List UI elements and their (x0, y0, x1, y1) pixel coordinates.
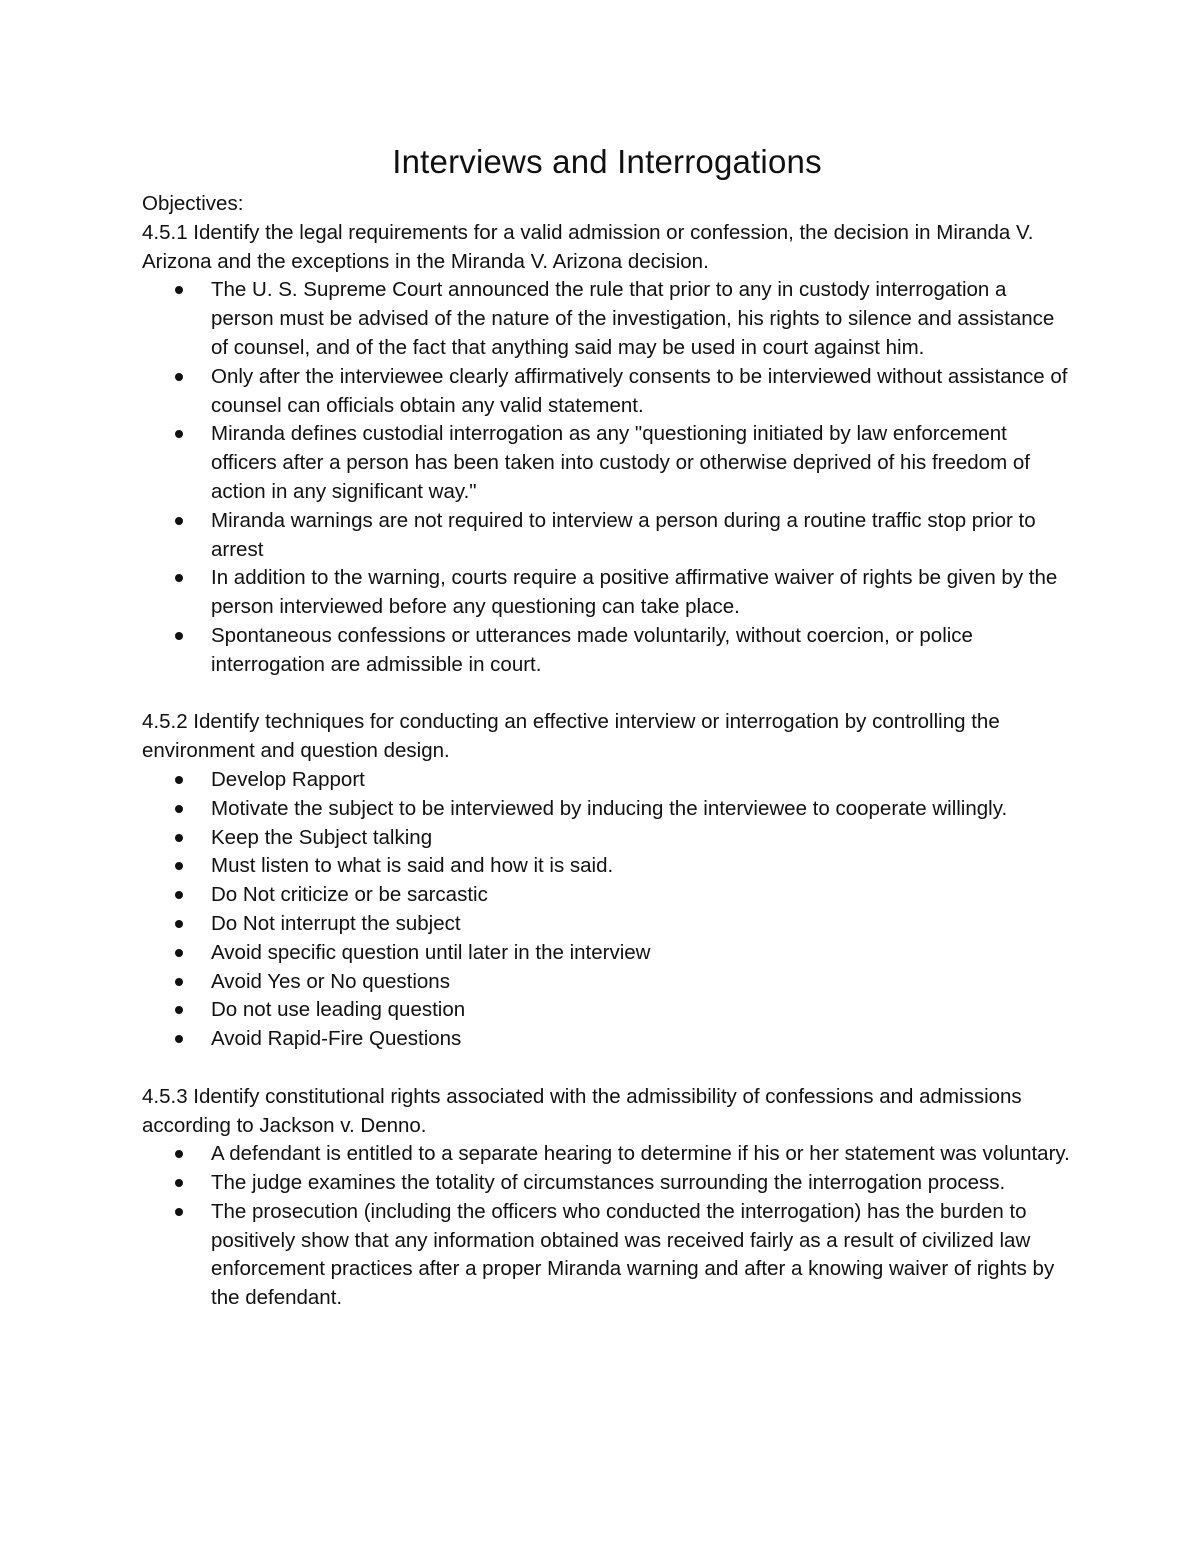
bullet-icon (175, 776, 183, 784)
bullet-icon (175, 891, 183, 899)
list-item (142, 1025, 1072, 1054)
list-item (142, 766, 1072, 795)
list-item-text: Avoid specific question until later in the interview (211, 940, 651, 964)
bullet-icon (175, 920, 183, 928)
list-item-text: Do not use leading question (211, 998, 466, 1022)
list-item-text: The prosecution (including the officers who conducted the interrogation) has the burden to positively show that any information obtained was received fairly as a result of civilized law enforcement practices after a proper Miranda warning and after a knowing waiver of rights by the defendant. (211, 1199, 1055, 1310)
list-item-text: Motivate the subject to be interviewed by inducing the interviewee to cooperate willingly. (211, 796, 1008, 820)
bullet-icon (175, 834, 183, 842)
bullet-icon (175, 517, 183, 525)
list-item-text: Avoid Yes or No questions (211, 969, 450, 993)
list-item-text: Do Not interrupt the subject (211, 911, 461, 935)
bullet-icon (175, 978, 183, 986)
bullet-icon (175, 286, 183, 294)
list-item-text: Do Not criticize or be sarcastic (211, 883, 488, 907)
list-item (142, 910, 1072, 939)
list-item (142, 276, 1072, 362)
list-item (142, 795, 1072, 824)
list-item (142, 1198, 1072, 1313)
section-4-5-1 (142, 219, 1072, 680)
list-item-text: A defendant is entitled to a separate hearing to determine if his or her statement was voluntary. (211, 1142, 1070, 1166)
bullet-icon (175, 805, 183, 813)
list-item (142, 564, 1072, 622)
list-item (142, 507, 1072, 565)
list-item-text: Develop Rapport (211, 767, 365, 791)
list-item-text: Must listen to what is said and how it is said. (211, 854, 614, 878)
list-item-text: Miranda defines custodial interrogation as any "questioning initiated by law enforcement officers after a person has been taken into custody or otherwise deprived of his freedom of action in any significant way." (211, 422, 1030, 503)
bullet-icon (175, 373, 183, 381)
bullet-icon (175, 862, 183, 870)
list-item (142, 622, 1072, 680)
list-item (142, 824, 1072, 853)
list-item (142, 852, 1072, 881)
document-title: Interviews and Interrogations (392, 143, 822, 180)
bullet-icon (175, 632, 183, 640)
objectives-label: Objectives: (142, 192, 244, 215)
list-item (142, 968, 1072, 997)
section-heading: 4.5.2 Identify techniques for conducting an effective interview or interrogation by controlling the environment and question design. (142, 710, 1000, 763)
bullet-icon (175, 1150, 183, 1158)
bullet-icon (175, 1035, 183, 1043)
list-item (142, 939, 1072, 968)
list-item (142, 420, 1072, 506)
list-item-text: The U. S. Supreme Court announced the rule that prior to any in custody interrogation a person must be advised of the nature of the investigation, his rights to silence and assistance of counsel, and of the fact that anything said may be used in court against him. (211, 278, 1055, 359)
section-heading: 4.5.1 Identify the legal requirements for a valid admission or confession, the decision in Miranda V. Arizona and the exceptions in the Miranda V. Arizona decision. (142, 220, 1034, 273)
section-heading: 4.5.3 Identify constitutional rights associated with the admissibility of confessions and admissions according to Jackson v. Denno. (142, 1084, 1022, 1137)
bullet-list (142, 766, 1072, 1054)
list-item (142, 363, 1072, 421)
list-item-text: Only after the interviewee clearly affirmatively consents to be interviewed without assistance of counsel can officials obtain any valid statement. (211, 364, 1068, 417)
bullet-icon (175, 949, 183, 957)
list-item-text: Keep the Subject talking (211, 825, 433, 849)
list-item-text: Spontaneous confessions or utterances made voluntarily, without coercion, or police interrogation are admissible in court. (211, 623, 973, 676)
bullet-icon (175, 1179, 183, 1187)
list-item (142, 996, 1072, 1025)
bullet-icon (175, 430, 183, 438)
section-4-5-2 (142, 708, 1072, 1054)
bullet-icon (175, 1006, 183, 1014)
list-item-text: Miranda warnings are not required to interview a person during a routine traffic stop prior to arrest (211, 508, 1036, 561)
list-item-text: In addition to the warning, courts require a positive affirmative waiver of rights be given by the person interviewed before any questioning can take place. (211, 566, 1058, 619)
document-page (142, 140, 1072, 1342)
list-item-text: The judge examines the totality of circumstances surrounding the interrogation process. (211, 1171, 1006, 1195)
bullet-list (142, 1140, 1072, 1313)
list-item (142, 1140, 1072, 1169)
section-4-5-3 (142, 1083, 1072, 1313)
bullet-icon (175, 1208, 183, 1216)
bullet-list (142, 276, 1072, 679)
list-item-text: Avoid Rapid-Fire Questions (211, 1027, 462, 1051)
list-item (142, 881, 1072, 910)
bullet-icon (175, 574, 183, 582)
list-item (142, 1169, 1072, 1198)
